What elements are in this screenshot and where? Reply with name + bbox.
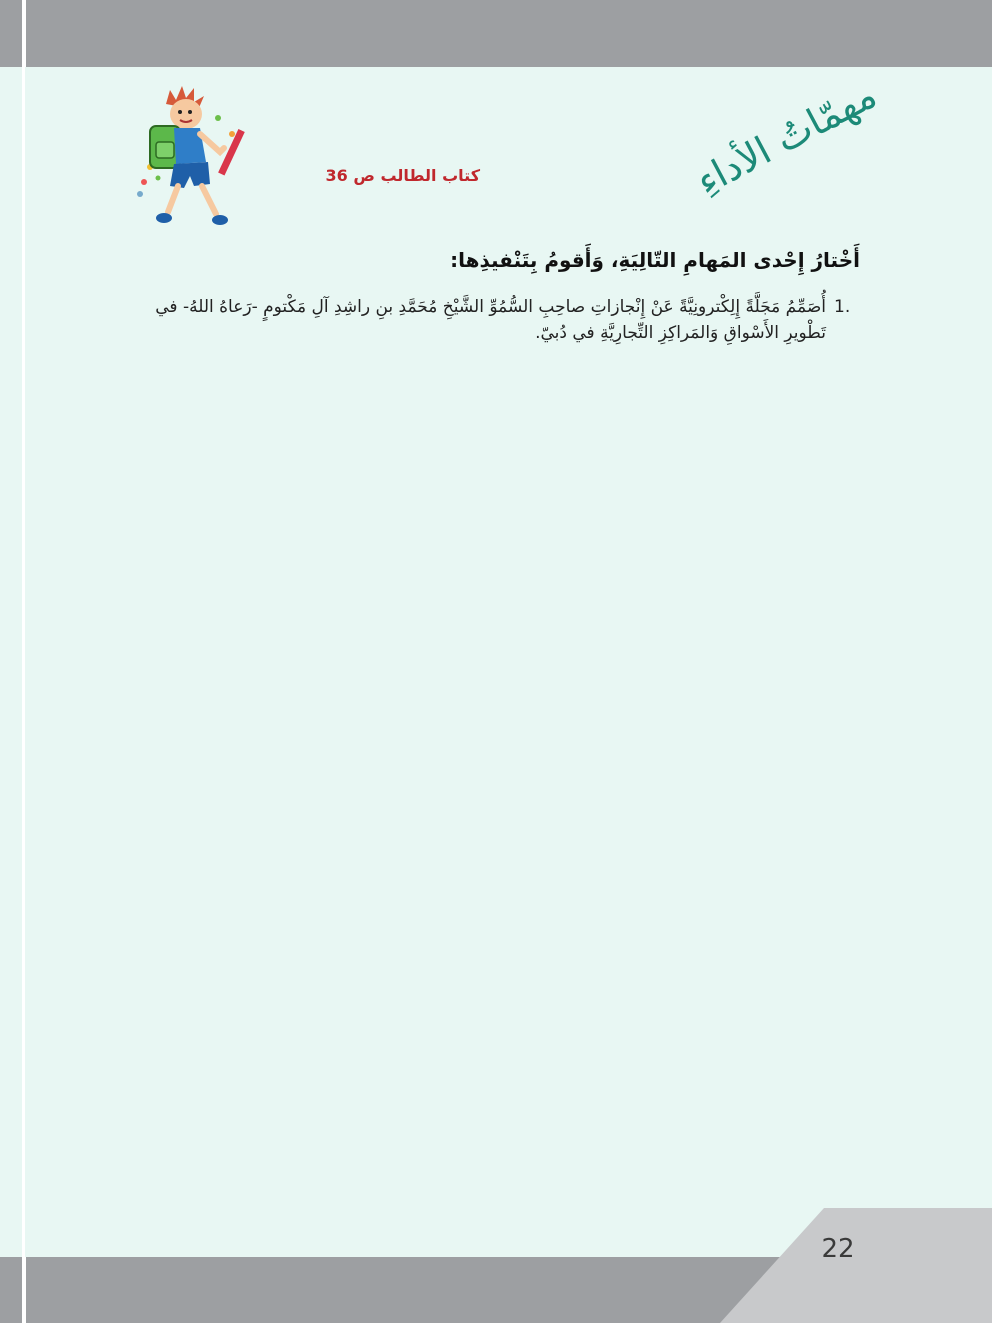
schoolboy-mascot-icon: [128, 82, 258, 230]
student-book-reference: كتاب الطالب ص 36: [325, 166, 480, 185]
task-number: 1.: [834, 297, 851, 317]
section-title: مهمّاتُ الأداءِ: [689, 72, 884, 204]
left-margin-strip: [0, 67, 25, 1257]
instruction-heading: أَخْتارُ إِحْدى المَهامِ التّالِيَةِ، وَأَقومُ بِتَنْفيذِها:: [450, 248, 860, 272]
top-divider: [22, 0, 26, 67]
page-number: 22: [821, 1234, 855, 1264]
task-item: [130, 294, 860, 346]
top-bar: [0, 0, 992, 67]
task-text: أُصَمِّمُ مَجَلَّةً إِلِكْترونِيَّةً عَنْ إِنْجازاتِ صاحِبِ السُّمُوِّ الشَّيْخِ مُحَمَّدِ بنِ راشِدِ آلِ مَكْتومٍ -رَعاهُ اللهُ- في تَطْويرِ الأَسْواقِ وَالمَراكِزِ التِّجارِيَّةِ في دُبيّ.: [155, 297, 826, 343]
bottom-divider: [22, 1257, 26, 1323]
page-corner-tab: [720, 1208, 992, 1323]
